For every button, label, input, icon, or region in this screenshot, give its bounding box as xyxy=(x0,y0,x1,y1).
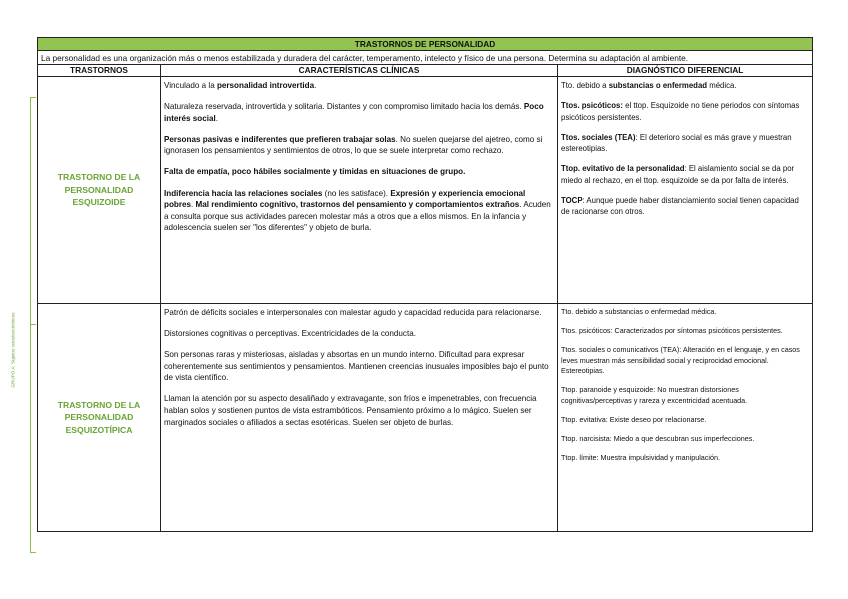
header-clinical: CARACTERÍSTICAS CLÍNICAS xyxy=(161,65,558,77)
clinical-paragraph: Falta de empatía, poco hábiles socialmente y tímidas en situaciones de grupo. xyxy=(164,167,466,177)
table-row xyxy=(38,304,813,532)
differential-paragraph: Tto. debido a substancias o enfermedad médica. xyxy=(561,307,717,316)
group-bracket-middle xyxy=(30,324,36,325)
differential-paragraph: Ttop. evitativa: Existe deseo por relacionarse. xyxy=(561,414,707,424)
differential-cell xyxy=(558,304,813,532)
differential-paragraph: Ttop. límite: Muestra impulsividad y manipulación. xyxy=(561,452,720,462)
clinical-paragraph: Llaman la atención por su aspecto desaliñado y extravagante, son fríos e impenetrables, con frecuencia hablan solos y sostienen puntos de vista estrambóticos. Pensamiento próximo a lo mágico. Suelen ser marginados sociales o afiliados a sectas esotéricas. Suelen ser objeto de burlas. xyxy=(164,394,537,427)
group-label: GRUPO A: Sujetos raros/excéntricos xyxy=(10,312,16,388)
differential-paragraph: Tto. debido a substancias o enfermedad médica. xyxy=(561,81,737,90)
differential-paragraph: Ttop. paranoide y esquizoide: No muestran distorsiones cognitivas/perceptivas y rareza y excentricidad acentuada. xyxy=(561,385,748,405)
differential-paragraph: Ttop. evitativo de la personalidad: El aislamiento social se da por miedo al rechazo, en el ttop. esquizoide se da por falta de interés. xyxy=(561,164,795,185)
differential-paragraph: TOCP: Aunque puede haber distanciamiento social tienen capacidad de racionarse con otros. xyxy=(561,196,799,217)
table-intro: La personalidad es una organización más o menos estabilizada y duradera del carácter, temperamento, intelecto y físico de una persona. Determina su adaptación al ambiente. xyxy=(38,51,813,65)
clinical-paragraph: Personas pasivas e indiferentes que prefieren trabajar solas. No suelen quejarse del ajetreo, como si ignorasen los pensamientos y sentimientos de otros, lo que se suele interpretar como rechazo. xyxy=(164,134,543,156)
table-row xyxy=(38,77,813,304)
group-bracket-top xyxy=(30,97,36,98)
clinical-cell xyxy=(161,304,558,532)
clinical-paragraph: Son personas raras y misteriosas, aisladas y absortas en un mundo interno. Dificultad para expresar coherentemente sus sentimientos y pensamientos. Mantienen creencias inusuales imposibles bajo el punto de vista científico. xyxy=(164,350,549,383)
differential-paragraph: Ttop. narcisista: Miedo a que descubran sus imperfecciones. xyxy=(561,433,755,443)
differential-paragraph: Ttos. psicóticos: Caracterizados por síntomas psicóticos persistentes. xyxy=(561,325,783,335)
clinical-paragraph: Patrón de déficits sociales e interpersonales con malestar agudo y capacidad reducida para relacionarse. xyxy=(164,308,542,317)
group-bracket xyxy=(30,97,37,553)
disorder-name: TRASTORNO DE LA PERSONALIDAD ESQUIZOIDE xyxy=(38,77,161,304)
differential-paragraph: Ttos. psicóticos: el ttop. Esquizoide no tiene periodos con síntomas psicóticos persistentes. xyxy=(561,101,800,122)
clinical-paragraph: Vinculado a la personalidad introvertida. xyxy=(164,81,317,90)
header-differential: DIAGNÓSTICO DIFERENCIAL xyxy=(558,65,813,77)
personality-disorders-table xyxy=(37,37,813,532)
disorder-name: TRASTORNO DE LA PERSONALIDAD ESQUIZOTÍPICA xyxy=(38,304,161,532)
differential-paragraph: Ttos. sociales o comunicativos (TEA): Alteración en el lenguaje, y en casos leves muestran más sensibilidad social y reciprocidad emocional. Estereotipias. xyxy=(561,344,800,376)
group-bracket-bottom xyxy=(30,552,36,553)
clinical-paragraph: Naturaleza reservada, introvertida y solitaria. Distantes y con compromiso limitado hacia los demás. Poco interés social. xyxy=(164,102,544,123)
table-title: TRASTORNOS DE PERSONALIDAD xyxy=(38,38,813,51)
clinical-paragraph: Distorsiones cognitivas o perceptivas. Excentricidades de la conducta. xyxy=(164,329,416,339)
differential-cell xyxy=(558,77,813,304)
clinical-paragraph: Indiferencia hacía las relaciones sociales (no les satisface). Expresión y experiencia emocional pobres. Mal rendimiento cognitivo, trastornos del pensamiento y comportamientos extraños. Acuden a consulta porque sus actividades parecen molestar más a otros que a ellos mismos. En la infancia y adolescencia suelen ser "los diferentes" y objeto de burla. xyxy=(164,188,551,233)
header-disorders: TRASTORNOS xyxy=(38,65,161,77)
differential-paragraph: Ttos. sociales (TEA): El deterioro social es más grave y muestran estereotipias. xyxy=(561,132,792,154)
document xyxy=(37,37,812,532)
clinical-cell xyxy=(161,77,558,304)
